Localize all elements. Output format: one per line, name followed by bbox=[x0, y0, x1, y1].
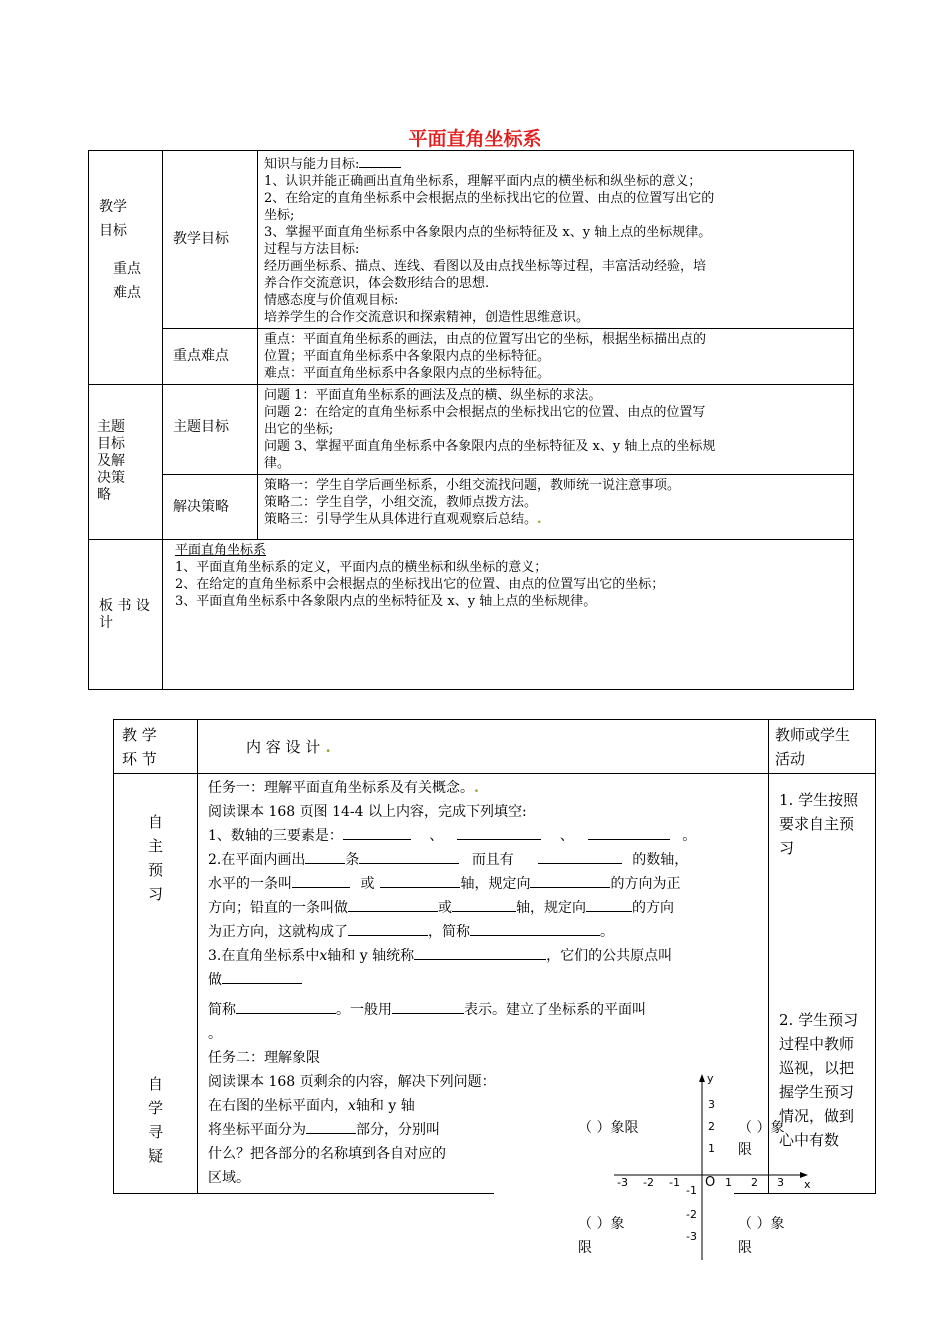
goal-header-2: 目标 bbox=[99, 223, 127, 239]
theme-header-cell bbox=[89, 385, 163, 540]
goal-line: 经历画坐标系、描点、连线、看图以及由点找坐标等过程，丰富活动经验，培 bbox=[264, 259, 707, 274]
quadrant1-label: （ ）象 bbox=[738, 1120, 785, 1136]
teaching-goal-content bbox=[258, 151, 854, 329]
y-tick-label: -1 bbox=[686, 1184, 697, 1197]
section-header-1: 教 学 bbox=[122, 725, 157, 744]
goal-line: 养合作交流意识，体会数形结合的思想. bbox=[264, 276, 490, 291]
page-title: 平面直角坐标系 bbox=[408, 128, 542, 150]
strategy-content bbox=[258, 475, 854, 540]
quadrant3-label: （ ）象 bbox=[578, 1216, 625, 1232]
y-tick-label: -2 bbox=[686, 1208, 697, 1221]
y-tick-label: 1 bbox=[708, 1142, 715, 1155]
y-tick-label: 2 bbox=[708, 1120, 715, 1133]
section-self-study: 习 bbox=[147, 885, 163, 903]
activity-header-cell bbox=[769, 720, 876, 774]
goal-line: 1、认识并能正确画出直角坐标系，理解平面内点的横坐标和纵坐标的意义； bbox=[264, 174, 702, 189]
fill-q3d: 。 bbox=[208, 1026, 222, 1042]
board-design-label: 板 书 设 计 bbox=[89, 540, 163, 690]
goal-line: 3、掌握平面直角坐标系中各象限内点的坐标特征及 x、y 轴上点的坐标规律。 bbox=[264, 225, 712, 240]
fill-q2b: 水平的一条叫 或 轴，规定向 的方向为正 bbox=[208, 872, 760, 896]
task1-title: 任务一：理解平面直角坐标系及有关概念。. bbox=[208, 780, 479, 796]
origin-label: O bbox=[705, 1175, 716, 1190]
fill-q1: 1、数轴的三要素是： 、 、 。 bbox=[208, 824, 760, 848]
activity2-line: 情况，做到 bbox=[779, 1107, 855, 1125]
activity1-line: 1. 学生按照 bbox=[779, 791, 859, 809]
task2-line2: 将坐标平面分为 部分，分别叫 bbox=[208, 1118, 760, 1142]
key-points-label: 重点难点 bbox=[163, 329, 258, 385]
x-tick-label: 2 bbox=[751, 1176, 758, 1189]
theme-line: 问题 3、掌握平面直角坐标系中各象限内点的坐标特征及 x、y 轴上点的坐标规 bbox=[264, 439, 716, 454]
fill-q3b: 做 bbox=[208, 968, 760, 992]
theme-line: 问题 2：在给定的直角坐标系中会根据点的坐标找出它的位置、由点的位置写 bbox=[264, 405, 706, 420]
teaching-goal-label: 教学目标 bbox=[163, 151, 258, 329]
key-line: 位置；平面直角坐标系中各象限内点的坐标特征。 bbox=[264, 349, 551, 364]
strategy-line: 策略三：引导学生从具体进行直观观察后总结。. bbox=[264, 512, 542, 527]
theme-line: 出它的坐标; bbox=[264, 422, 334, 437]
theme-header-5: 略 bbox=[97, 487, 111, 503]
fill-q3c: 简称 。一般用 表示。建立了坐标系的平面叫 bbox=[208, 998, 760, 1022]
key-points-content bbox=[258, 329, 854, 385]
x-tick-label: -1 bbox=[669, 1176, 680, 1189]
y-tick-label: -3 bbox=[686, 1230, 697, 1243]
section-self-inquiry: 学 bbox=[147, 1099, 163, 1117]
section-self-inquiry: 寻 bbox=[147, 1123, 163, 1141]
fill-q2: 2.在平面内画出 条 而且有 的数轴， bbox=[208, 848, 760, 872]
activity2-line: 2. 学生预习 bbox=[779, 1011, 859, 1029]
activity-header-1: 教师或学生 bbox=[775, 725, 851, 744]
quadrant4-label: 限 bbox=[738, 1240, 752, 1256]
section-header-cell bbox=[114, 720, 198, 774]
activity1-line: 习 bbox=[779, 839, 795, 857]
lesson-content-table bbox=[113, 719, 876, 1256]
content-header-cell: 内 容 设 计 . bbox=[198, 720, 769, 774]
theme-goal-content bbox=[258, 385, 854, 475]
theme-header-4: 决策 bbox=[97, 470, 125, 486]
task2-title: 任务二：理解象限 bbox=[208, 1050, 320, 1066]
section-self-study: 自 bbox=[147, 813, 163, 831]
section-self-inquiry: 自 bbox=[147, 1075, 163, 1093]
x-axis-label: x bbox=[804, 1178, 811, 1191]
section-self-study: 预 bbox=[147, 861, 163, 879]
strategy-label: 解决策略 bbox=[163, 475, 258, 540]
goal-line: 知识与能力目标: bbox=[264, 153, 847, 173]
key-line: 重点：平面直角坐标系的画法，由点的位置写出它的坐标，根据坐标描出点的 bbox=[264, 332, 707, 347]
y-tick-label: 3 bbox=[708, 1098, 715, 1111]
task2-line1: 在右图的坐标平面内，x轴和 y 轴 bbox=[208, 1098, 415, 1114]
quadrant2-label: （ ）象限 bbox=[578, 1120, 639, 1136]
task2-line4: 区域。 bbox=[208, 1170, 250, 1186]
content-header: 内 容 设 计 bbox=[246, 737, 321, 756]
activity2-line: 巡视，以把 bbox=[779, 1059, 855, 1077]
board-line: 1、平面直角坐标系的定义，平面内点的横坐标和纵坐标的意义； bbox=[175, 560, 548, 575]
x-tick-label: 1 bbox=[725, 1176, 732, 1189]
x-tick-label: -3 bbox=[617, 1176, 628, 1189]
fill-q2c: 方向；铅直的一条叫做 或 轴，规定向 的方向 bbox=[208, 896, 760, 920]
fill-q2d: 为正方向，这就构成了 ，简称 。 bbox=[208, 920, 760, 944]
quadrant1-label: 限 bbox=[738, 1142, 752, 1158]
activity2-line: 心中有数 bbox=[779, 1131, 840, 1149]
activity-header-2: 活动 bbox=[775, 749, 806, 768]
key-line: 难点：平面直角坐标系中各象限内点的坐标特征。 bbox=[264, 366, 551, 381]
theme-goal-label: 主题目标 bbox=[163, 385, 258, 475]
board-line: 3、平面直角坐标系中各象限内点的坐标特征及 x、y 轴上点的坐标规律。 bbox=[175, 594, 597, 609]
y-axis-arrow-icon bbox=[699, 1074, 705, 1082]
lesson-plan-table bbox=[88, 150, 854, 690]
quadrant3-label: 限 bbox=[578, 1240, 592, 1256]
activity1-line: 要求自主预 bbox=[779, 815, 855, 833]
theme-header-2: 目标 bbox=[97, 436, 125, 452]
section-col bbox=[114, 774, 198, 1194]
goal-line: 情感态度与价值观目标: bbox=[264, 293, 399, 308]
goal-header-cell bbox=[89, 151, 163, 385]
strategy-line: 策略二：学生自学，小组交流，教师点拨方法。 bbox=[264, 495, 538, 510]
key-header-2: 难点 bbox=[113, 285, 141, 301]
quadrant4-label: （ ）象 bbox=[738, 1216, 785, 1232]
goal-header-1: 教学 bbox=[99, 199, 127, 215]
x-tick-label: 3 bbox=[777, 1176, 784, 1189]
theme-line: 问题 1：平面直角坐标系的画法及点的横、纵坐标的求法。 bbox=[264, 388, 602, 403]
activity2-line: 握学生预习 bbox=[779, 1083, 855, 1101]
goal-line: 过程与方法目标: bbox=[264, 242, 360, 257]
task2-line3: 什么？把各部分的名称填到各自对应的 bbox=[208, 1146, 446, 1162]
theme-line: 律。 bbox=[264, 456, 291, 471]
x-tick-label: -2 bbox=[643, 1176, 654, 1189]
theme-header-3: 及解 bbox=[97, 453, 125, 469]
goal-line: 坐标; bbox=[264, 208, 295, 223]
section-self-inquiry: 疑 bbox=[147, 1147, 163, 1165]
strategy-line: 策略一：学生自学后画坐标系，小组交流找问题，教师统一说注意事项。 bbox=[264, 478, 681, 493]
section-header-2: 环 节 bbox=[122, 749, 157, 768]
fill-q3: 3.在直角坐标系中x轴和 y 轴统称 ，它们的公共原点叫 bbox=[208, 944, 760, 968]
section-self-study: 主 bbox=[147, 837, 163, 855]
y-axis-label: y bbox=[707, 1072, 714, 1085]
goal-line: 培养学生的合作交流意识和探索精神，创造性思维意识。 bbox=[264, 310, 590, 325]
board-title: 平面直角坐标系 bbox=[175, 543, 267, 558]
activity-col bbox=[769, 774, 876, 1194]
read1: 阅读课本 168 页图 14-4 以上内容，完成下列填空: bbox=[208, 804, 527, 820]
theme-header-1: 主题 bbox=[97, 419, 125, 435]
activity2-line: 过程中教师 bbox=[779, 1035, 855, 1053]
board-design-content bbox=[163, 540, 854, 690]
goal-line: 2、在给定的直角坐标系中会根据点的坐标找出它的位置、由点的位置写出它的 bbox=[264, 191, 715, 206]
board-line: 2、在给定的直角坐标系中会根据点的坐标找出它的位置、由点的位置写出它的坐标； bbox=[175, 577, 665, 592]
key-header-1: 重点 bbox=[113, 261, 141, 277]
read2: 阅读课本 168 页剩余的内容，解决下列问题： bbox=[208, 1074, 496, 1090]
